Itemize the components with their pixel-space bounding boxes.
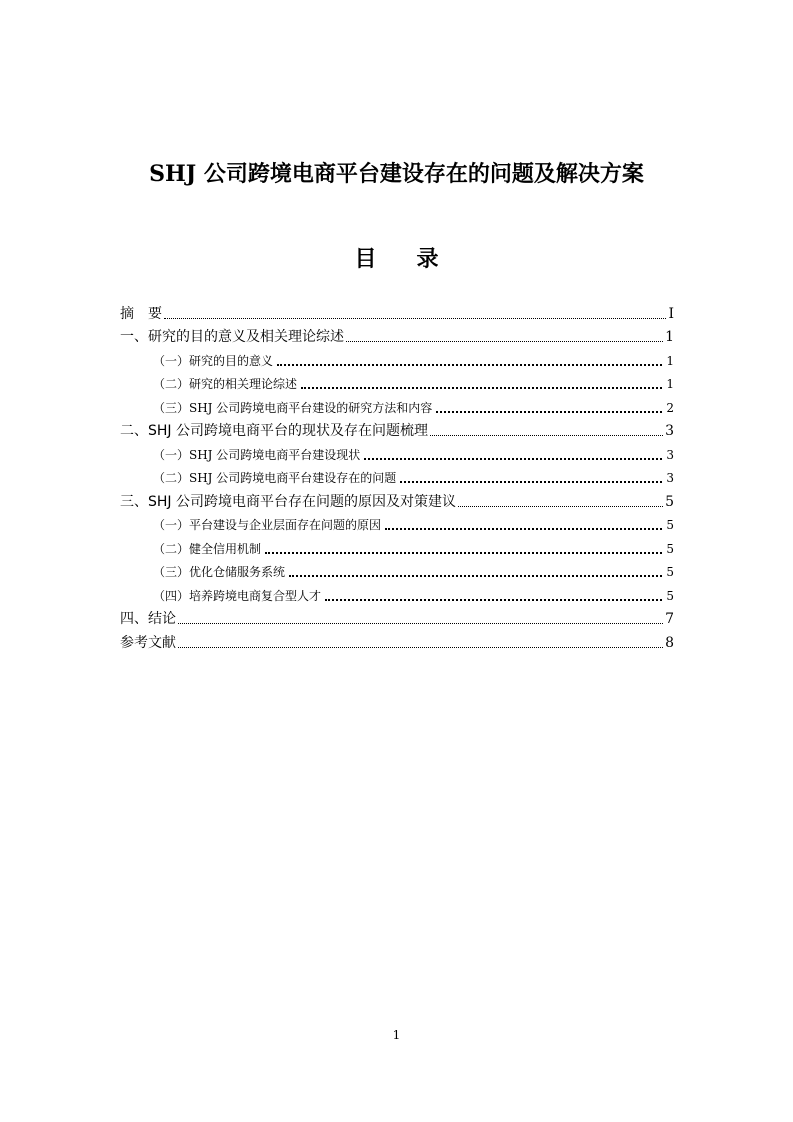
- toc-entry-page: 1: [666, 353, 674, 368]
- toc-dot-leader: [277, 362, 662, 366]
- toc-dot-leader: [346, 339, 663, 342]
- toc-entry-label: （二）SHJ 公司跨境电商平台建设存在的问题: [153, 471, 397, 485]
- toc-entry-page: 3: [666, 447, 674, 462]
- toc-entry-page: 3: [666, 471, 674, 485]
- toc-entry[interactable]: [120, 488, 674, 512]
- toc-entry-label: （三）优化仓储服务系统: [153, 565, 286, 579]
- toc-entry[interactable]: [120, 371, 674, 395]
- toc-entry-label: 二、SHJ 公司跨境电商平台的现状及存在问题梳理: [120, 423, 428, 439]
- toc-entry-page: 5: [666, 588, 674, 603]
- toc-entry-page: 3: [665, 423, 674, 439]
- toc-entry[interactable]: [120, 606, 674, 630]
- toc-entry[interactable]: [120, 394, 674, 418]
- toc-entry-label: 一、研究的目的意义及相关理论综述: [120, 329, 344, 345]
- toc-entry-page: 5: [665, 493, 674, 510]
- toc-dot-leader: [430, 433, 663, 436]
- toc-entry[interactable]: [120, 512, 674, 536]
- toc-dot-leader: [385, 526, 662, 530]
- toc-dot-leader: [178, 621, 663, 624]
- toc-dot-leader: [164, 316, 666, 319]
- document-title: SHJ 公司跨境电商平台建设存在的问题及解决方案: [149, 161, 644, 187]
- toc-entry[interactable]: [120, 324, 674, 348]
- toc-dot-leader: [400, 479, 662, 483]
- toc-entry-label: （二）研究的相关理论综述: [153, 377, 298, 391]
- toc-entry-label: 参考文献: [120, 634, 176, 651]
- toc-heading-right: 录: [416, 247, 439, 272]
- toc-entry-page: 1: [666, 377, 674, 391]
- toc-entry-page: 5: [666, 565, 674, 579]
- toc-dot-leader: [178, 645, 663, 648]
- toc-entry-page: I: [668, 305, 674, 322]
- toc-dot-leader: [458, 504, 663, 507]
- toc-entry-page: 7: [665, 611, 674, 627]
- toc-entry-label: （四）培养跨境电商复合型人才: [153, 588, 322, 603]
- toc-entry-label: 四、结论: [120, 611, 176, 627]
- toc-dot-leader: [265, 550, 662, 554]
- toc-entry-label: （一）SHJ 公司跨境电商平台建设现状: [153, 447, 361, 462]
- page-number: 1: [392, 1028, 401, 1042]
- toc-entry-page: 5: [666, 541, 674, 556]
- toc-entry-label: 三、SHJ 公司跨境电商平台存在问题的原因及对策建议: [120, 493, 456, 510]
- toc-dot-leader: [436, 409, 662, 413]
- toc-entry[interactable]: [120, 465, 674, 489]
- toc-entry-label: （二）健全信用机制: [153, 541, 262, 556]
- toc-entry-label: （一）平台建设与企业层面存在问题的原因: [153, 518, 382, 532]
- toc-entry[interactable]: [120, 582, 674, 606]
- toc-entry[interactable]: [120, 347, 674, 371]
- toc-entry[interactable]: [120, 629, 674, 653]
- toc-entry[interactable]: [120, 535, 674, 559]
- table-of-contents: [120, 300, 674, 653]
- toc-entry[interactable]: [120, 441, 674, 465]
- toc-dot-leader: [364, 456, 662, 460]
- toc-dot-leader: [325, 597, 662, 601]
- toc-entry-label: 摘 要: [120, 305, 162, 322]
- toc-entry-label: （一）研究的目的意义: [153, 353, 274, 368]
- toc-entry[interactable]: [120, 300, 674, 324]
- toc-entry-label: （三）SHJ 公司跨境电商平台建设的研究方法和内容: [153, 400, 433, 415]
- toc-dot-leader: [301, 385, 662, 389]
- toc-heading: [0, 244, 793, 276]
- toc-entry-page: 2: [666, 400, 674, 415]
- toc-entry[interactable]: [120, 559, 674, 583]
- toc-dot-leader: [289, 573, 662, 577]
- toc-entry-page: 5: [666, 518, 674, 532]
- toc-heading-left: 目: [354, 247, 377, 272]
- toc-entry[interactable]: [120, 418, 674, 442]
- toc-entry-page: 8: [665, 634, 674, 651]
- toc-entry-page: 1: [665, 329, 674, 345]
